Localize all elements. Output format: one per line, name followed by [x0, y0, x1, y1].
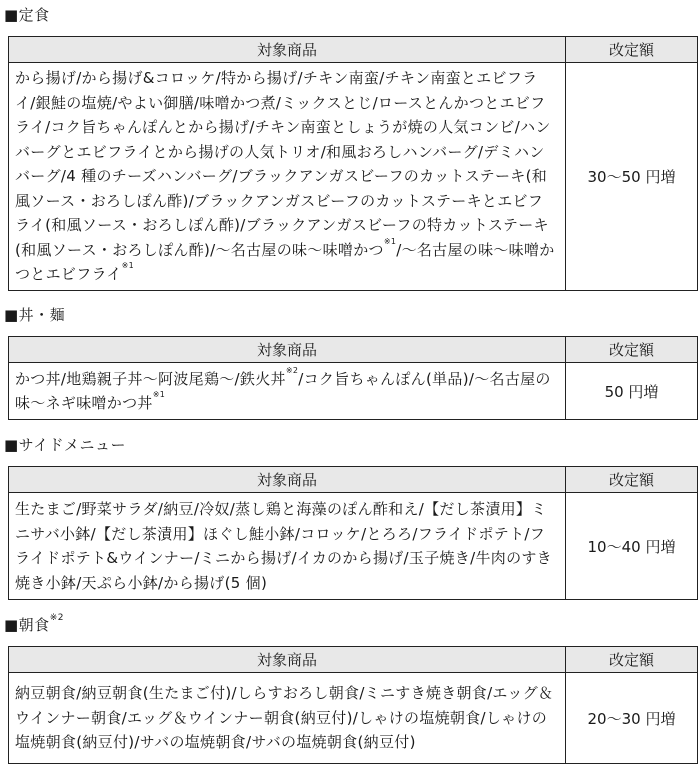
section-title-teishoku: ■定食 — [4, 6, 50, 24]
column-header-change: 改定額 — [566, 337, 698, 363]
price-change-cell: 30～50 円増 — [566, 63, 698, 291]
price-change-cell: 20～30 円増 — [566, 673, 698, 764]
column-header-items: 対象商品 — [9, 467, 566, 493]
table-row — [9, 493, 698, 600]
table-header-row — [9, 467, 698, 493]
table-row — [9, 363, 698, 420]
choshoku-price-table — [8, 646, 698, 764]
items-cell: 納豆朝食/納豆朝食(生たまご付)/しらすおろし朝食/ミニすき焼き朝食/エッグ＆ウインナー朝食/エッグ＆ウインナー朝食(納豆付)/しゃけの塩焼朝食/しゃけの塩焼朝食(納豆付)/サバの塩焼朝食/サバの塩焼朝食(納豆付) — [9, 673, 566, 764]
table-header-row — [9, 37, 698, 63]
side-menu-price-table — [8, 466, 698, 600]
footnote-mark: ※1 — [152, 390, 166, 399]
items-cell: かつ丼/地鶏親子丼～阿波尾鶏～/鉄火丼$^{※2}$/コク旨ちゃんぽん(単品)/～名古屋の味～ネギ味噌かつ丼$^{※1}$ — [9, 363, 566, 420]
section-title-don-men: ■丼・麺 — [4, 306, 66, 324]
column-header-items: 対象商品 — [9, 37, 566, 63]
footnote-mark: ※2 — [285, 365, 299, 375]
footnote-mark: ※1 — [383, 236, 397, 246]
teishoku-price-table — [8, 36, 698, 291]
items-cell: 生たまご/野菜サラダ/納豆/冷奴/蒸し鶏と海藻のぽん酢和え/【だし茶漬用】ミニサバ小鉢/【だし茶漬用】ほぐし鮭小鉢/コロッケ/とろろ/フライドポテト/フライドポテト&ウインナー/ミニから揚げ/イカのから揚げ/玉子焼き/牛肉のすき焼き小鉢/天ぷら小鉢/から揚げ(5 個) — [9, 493, 566, 600]
column-header-change: 改定額 — [566, 37, 698, 63]
column-header-change: 改定額 — [566, 647, 698, 673]
table-row — [9, 673, 698, 764]
don-men-price-table — [8, 336, 698, 420]
items-cell: から揚げ/から揚げ&コロッケ/特から揚げ/チキン南蛮/チキン南蛮とエビフライ/銀鮭の塩焼/やよい御膳/味噌かつ煮/ミックスとじ/ロースとんかつとエビフライ/コク旨ちゃんぽんとから揚げ/チキン南蛮としょうが焼の人気コンビ/ハンバーグとエビフライとから揚げの人気トリオ/和風おろしハンバーグ/デミハンバーグ/4 種のチーズハンバーグ/ブラックアンガスビーフのカットステーキ(和風ソース・おろしぽん酢)/ブラックアンガスビーフのカットステーキとエビフライ(和風ソース・おろしぽん酢)/ブラックアンガスビーフの特カットステーキ(和風ソース・おろしぽん酢)/～名古屋の味～味噌かつ$^{※1}$/～名古屋の味～味噌かつとエビフライ$^{※1}$ — [9, 63, 566, 291]
table-header-row — [9, 647, 698, 673]
column-header-change: 改定額 — [566, 467, 698, 493]
footnote-mark: ※1 — [121, 261, 135, 270]
column-header-items: 対象商品 — [9, 337, 566, 363]
section-title-side-menu: ■サイドメニュー — [4, 436, 126, 454]
table-header-row — [9, 337, 698, 363]
table-row — [9, 63, 698, 291]
footnote-mark: ※2 — [49, 613, 64, 623]
price-change-cell: 50 円増 — [566, 363, 698, 420]
column-header-items: 対象商品 — [9, 647, 566, 673]
section-title-choshoku: ■朝食$^{※2}$ — [4, 613, 64, 634]
price-change-cell: 10～40 円増 — [566, 493, 698, 600]
